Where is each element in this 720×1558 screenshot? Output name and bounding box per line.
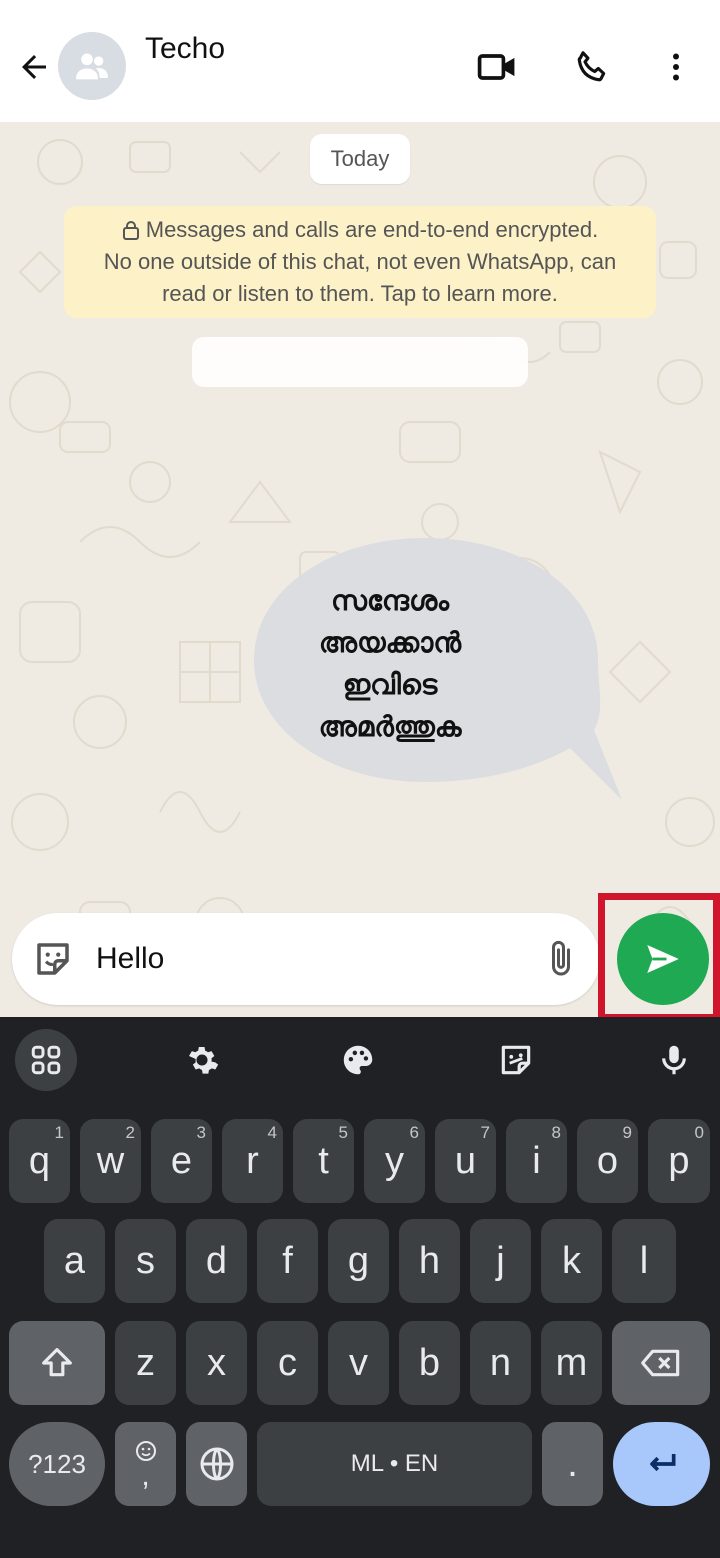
language-key[interactable]: [186, 1422, 247, 1506]
key-r[interactable]: [222, 1119, 283, 1203]
key-e[interactable]: [151, 1119, 212, 1203]
voice-call-button[interactable]: [567, 42, 617, 92]
key-c[interactable]: c: [257, 1321, 318, 1405]
date-chip: Today: [310, 134, 410, 184]
microphone-icon: [655, 1041, 693, 1079]
keyboard-theme-button[interactable]: [327, 1029, 389, 1091]
key-label: w: [96, 1139, 125, 1182]
system-message-chip: [192, 337, 528, 387]
key-j[interactable]: j: [470, 1219, 531, 1303]
key-hint: 0: [694, 1123, 704, 1142]
encryption-line-2: No one outside of this chat, not even WhatsApp, can: [103, 249, 617, 274]
key-m[interactable]: m: [541, 1321, 602, 1405]
key-hint: 2: [125, 1123, 135, 1142]
video-camera-icon: [475, 45, 519, 89]
key-w[interactable]: [80, 1119, 141, 1203]
key-a[interactable]: a: [44, 1219, 105, 1303]
key-d[interactable]: d: [186, 1219, 247, 1303]
key-hint: 4: [267, 1123, 277, 1142]
key-hint: 3: [196, 1123, 206, 1142]
speech-line-2: അയക്കാൻ: [318, 626, 462, 659]
shift-key[interactable]: [9, 1321, 105, 1405]
keyboard-apps-button[interactable]: [15, 1029, 77, 1091]
keyboard-settings-button[interactable]: [171, 1029, 233, 1091]
key-label: p: [668, 1139, 690, 1182]
send-button[interactable]: [617, 913, 709, 1005]
key-i[interactable]: [506, 1119, 567, 1203]
comma-label: ,: [141, 1459, 150, 1492]
emoji-sticker-icon: [497, 1041, 535, 1079]
send-icon: [642, 938, 684, 980]
key-h[interactable]: h: [399, 1219, 460, 1303]
key-hint: 1: [54, 1123, 64, 1142]
more-vertical-icon: [658, 49, 694, 85]
key-b[interactable]: b: [399, 1321, 460, 1405]
encryption-notice[interactable]: [64, 206, 656, 318]
back-button[interactable]: [12, 45, 56, 89]
encryption-line-3: read or listen to them. Tap to learn more.: [162, 281, 558, 306]
group-avatar[interactable]: [58, 32, 126, 100]
shift-icon: [37, 1343, 77, 1383]
key-hint: 6: [409, 1123, 419, 1142]
sticker-button[interactable]: [30, 936, 76, 982]
speech-bubble-text: [255, 580, 525, 748]
speech-line-4: അമർത്തുക: [318, 710, 462, 743]
enter-icon: [640, 1444, 684, 1484]
voice-input-button[interactable]: [643, 1029, 705, 1091]
key-label: y: [385, 1139, 404, 1182]
key-label: t: [318, 1139, 329, 1182]
phone-icon: [572, 47, 612, 87]
arrow-left-icon: [16, 49, 52, 85]
key-s[interactable]: s: [115, 1219, 176, 1303]
key-hint: 8: [551, 1123, 561, 1142]
attach-button[interactable]: [538, 936, 584, 982]
grid-icon: [28, 1042, 64, 1078]
key-hint: 5: [338, 1123, 348, 1142]
globe-icon: [197, 1444, 237, 1484]
paperclip-icon: [541, 939, 581, 979]
speech-line-3: ഇവിടെ: [342, 668, 438, 701]
key-k[interactable]: k: [541, 1219, 602, 1303]
speech-line-1: സന്ദേശം: [331, 584, 449, 617]
key-x[interactable]: x: [186, 1321, 247, 1405]
key-hint: 7: [480, 1123, 490, 1142]
enter-key[interactable]: [613, 1422, 710, 1506]
video-call-button[interactable]: [472, 42, 522, 92]
key-v[interactable]: v: [328, 1321, 389, 1405]
key-l[interactable]: l: [612, 1219, 676, 1303]
backspace-icon: [639, 1343, 683, 1383]
symbols-key[interactable]: ?123: [9, 1422, 105, 1506]
chat-header: [0, 0, 720, 122]
chat-title[interactable]: Techo: [145, 32, 226, 65]
key-g[interactable]: g: [328, 1219, 389, 1303]
key-hint: 9: [622, 1123, 632, 1142]
key-label: q: [28, 1139, 51, 1182]
key-q[interactable]: [9, 1119, 70, 1203]
period-key[interactable]: .: [542, 1422, 603, 1506]
message-input[interactable]: [96, 936, 516, 982]
lock-icon: [122, 220, 140, 240]
encryption-line-1: Messages and calls are end-to-end encrypted.: [145, 217, 599, 242]
group-icon: [72, 46, 112, 86]
key-label: i: [532, 1139, 541, 1182]
key-z[interactable]: z: [115, 1321, 176, 1405]
space-key[interactable]: ML • EN: [257, 1422, 532, 1506]
palette-icon: [339, 1041, 377, 1079]
key-y[interactable]: [364, 1119, 425, 1203]
backspace-key[interactable]: [612, 1321, 710, 1405]
key-label: u: [454, 1139, 477, 1182]
key-t[interactable]: [293, 1119, 354, 1203]
key-n[interactable]: n: [470, 1321, 531, 1405]
key-p[interactable]: [648, 1119, 710, 1203]
more-options-button[interactable]: [651, 42, 701, 92]
sticker-icon: [32, 938, 74, 980]
key-u[interactable]: [435, 1119, 496, 1203]
key-label: r: [246, 1139, 259, 1182]
key-label: o: [596, 1139, 619, 1182]
key-o[interactable]: [577, 1119, 638, 1203]
gear-icon: [183, 1041, 221, 1079]
emoji-comma-key[interactable]: [115, 1422, 176, 1506]
keyboard-sticker-button[interactable]: [485, 1029, 547, 1091]
key-label: e: [170, 1139, 193, 1182]
key-f[interactable]: f: [257, 1219, 318, 1303]
